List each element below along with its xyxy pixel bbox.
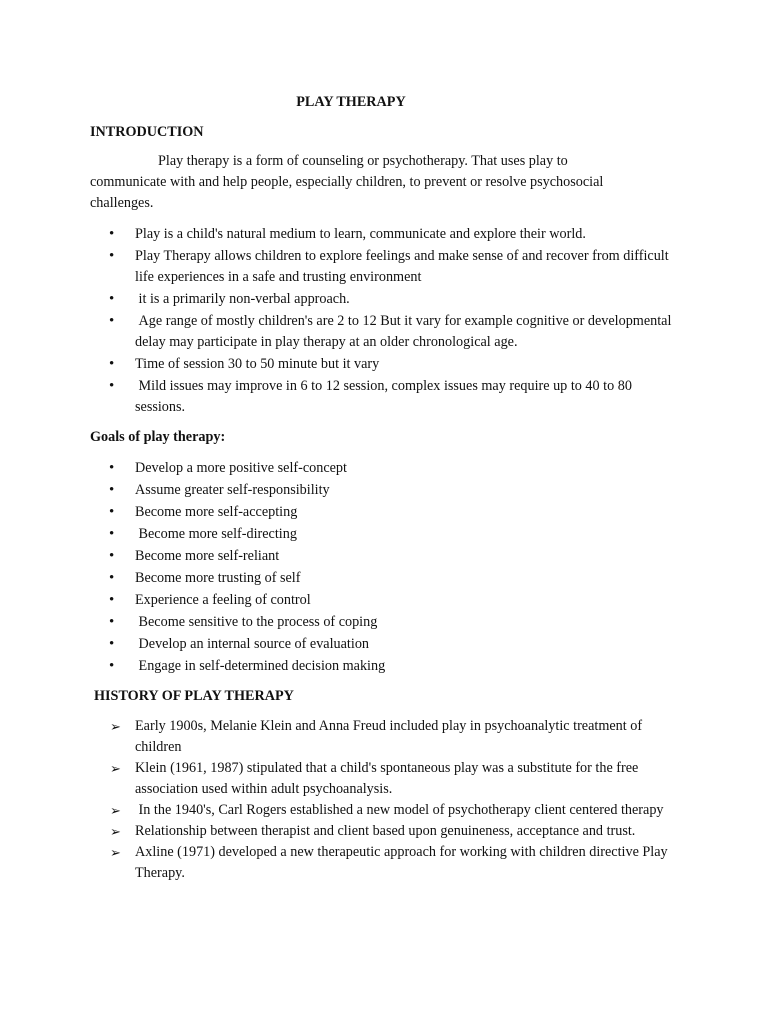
goals-bullet-list: [90, 458, 690, 677]
list-item: [90, 842, 675, 884]
bullet-marker: •: [109, 226, 115, 242]
list-item: [90, 656, 675, 677]
list-item: [90, 634, 675, 655]
bullet-marker: •: [109, 504, 115, 520]
list-item-text: Relationship between therapist and client based upon genuineness, acceptance and trust.: [135, 823, 636, 839]
history-arrow-list: [90, 716, 690, 884]
history-heading: HISTORY OF PLAY THERAPY: [94, 688, 294, 704]
arrow-bullet-icon: ➢: [110, 845, 121, 860]
document-title: PLAY THERAPY: [296, 94, 406, 110]
list-item: [90, 758, 675, 800]
list-item-text: Klein (1961, 1987) stipulated that a child's spontaneous play was a substitute for the free association used within adult psychoanalysis.: [135, 760, 639, 797]
document-page: [90, 92, 690, 884]
list-item-text: Become more trusting of self: [135, 570, 301, 586]
list-item-text: Assume greater self-responsibility: [135, 482, 330, 498]
bullet-marker: •: [109, 248, 115, 264]
arrow-bullet-icon: ➢: [110, 824, 121, 839]
bullet-marker: •: [109, 526, 115, 542]
list-item-text: In the 1940's, Carl Rogers established a new model of psychotherapy client centered therapy: [135, 802, 664, 818]
bullet-marker: •: [109, 356, 115, 372]
list-item-text: Play is a child's natural medium to learn, communicate and explore their world.: [135, 226, 586, 242]
list-item: [90, 246, 675, 288]
list-item: [90, 546, 675, 567]
list-item: [90, 458, 675, 479]
list-item: [90, 524, 675, 545]
bullet-marker: •: [109, 570, 115, 586]
bullet-marker: •: [109, 614, 115, 630]
list-item-text: Become more self-accepting: [135, 504, 298, 520]
list-item: [90, 800, 675, 821]
list-item-text: Become more self-reliant: [135, 548, 280, 564]
bullet-marker: •: [109, 460, 115, 476]
bullet-marker: •: [109, 378, 115, 394]
list-item: [90, 354, 675, 375]
list-item: [90, 502, 675, 523]
bullet-marker: •: [109, 291, 115, 307]
list-item-text: Develop a more positive self-concept: [135, 460, 347, 476]
bullet-marker: •: [109, 658, 115, 674]
bullet-marker: •: [109, 592, 115, 608]
introduction-paragraph: Play therapy is a form of counseling or psychotherapy. That uses play to communicate with and help people, especially children, to prevent or resolve psychosocial challenges.: [90, 153, 604, 211]
list-item-text: Early 1900s, Melanie Klein and Anna Freud included play in psychoanalytic treatment of children: [135, 718, 643, 755]
bullet-marker: •: [109, 482, 115, 498]
arrow-bullet-icon: ➢: [110, 761, 121, 776]
list-item: [90, 289, 675, 310]
bullet-marker: •: [109, 313, 115, 329]
arrow-bullet-icon: ➢: [110, 803, 121, 818]
list-item-text: Become more self-directing: [135, 526, 297, 542]
list-item-text: Engage in self-determined decision making: [135, 658, 386, 674]
arrow-bullet-icon: ➢: [110, 719, 121, 734]
list-item-text: it is a primarily non-verbal approach.: [135, 291, 350, 307]
list-item: [90, 716, 675, 758]
list-item-text: Experience a feeling of control: [135, 592, 311, 608]
list-item: [90, 311, 675, 353]
goals-heading: Goals of play therapy:: [90, 429, 226, 445]
list-item-text: Axline (1971) developed a new therapeutic approach for working with children directive Play Therapy.: [135, 844, 668, 881]
list-item: [90, 568, 675, 589]
bullet-marker: •: [109, 548, 115, 564]
list-item-text: Become sensitive to the process of coping: [135, 614, 378, 630]
bullet-marker: •: [109, 636, 115, 652]
list-item: [90, 612, 675, 633]
list-item-text: Develop an internal source of evaluation: [135, 636, 370, 652]
list-item-text: Time of session 30 to 50 minute but it vary: [135, 356, 380, 372]
list-item: [90, 480, 675, 501]
list-item-text: Mild issues may improve in 6 to 12 session, complex issues may require up to 40 to 80 sessions.: [135, 378, 636, 415]
list-item: [90, 376, 675, 418]
introduction-bullet-list: [90, 224, 690, 418]
list-item-text: Play Therapy allows children to explore feelings and make sense of and recover from difficult life experiences in a safe and trusting environment: [135, 248, 669, 285]
list-item: [90, 821, 675, 842]
list-item: [90, 590, 675, 611]
list-item-text: Age range of mostly children's are 2 to 12 But it vary for example cognitive or developmental delay may participate in play therapy at an older chronological age.: [135, 313, 675, 350]
introduction-heading: INTRODUCTION: [90, 124, 204, 140]
list-item: [90, 224, 675, 245]
